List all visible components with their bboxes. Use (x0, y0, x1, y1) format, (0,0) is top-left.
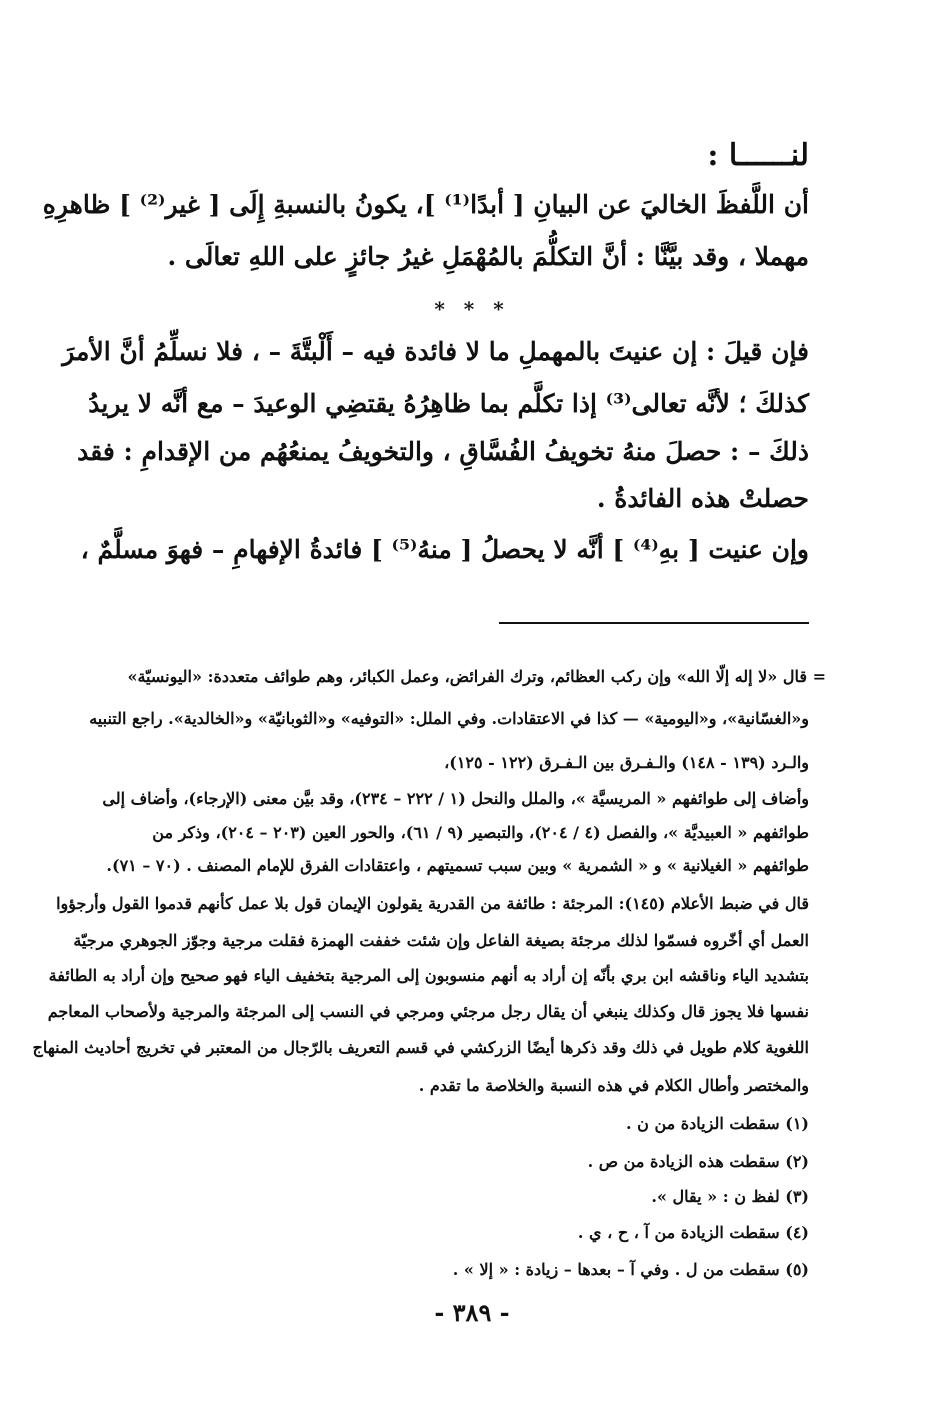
main-text-line: ذلكَ – : حصلَ منهُ تخويفُ الفُسَّاقِ ، والتخويفُ يمنعُهُم من الإقدامِ : فقد (77, 437, 809, 466)
footnote-item: (٤) سقطت الزيادة من آ ، ح ، ي . (577, 1223, 809, 1242)
footnote-line: اللغوية كلام طويل في ذلك وقد ذكرها أيضًا الزركشي في قسم التعريف بالرّجال من المعتبر في تخريج أحاديث المنهاج (32, 1038, 809, 1057)
main-text-line: وإن عنيت [ بهِ⁽⁴⁾ ] أنَّه لا يحصلُ [ منهُ⁽⁵⁾ ] فائدةُ الإفهامِ – فهوَ مسلَّمٌ ، (80, 535, 809, 564)
page-number: - ٣٨٩ - (434, 1298, 510, 1327)
main-text-line: حصلتْ هذه الفائدةُ . (596, 484, 809, 513)
footnote-line: العمل أي أخّروه فسمّوا لذلك مرجئة بصيغة الفاعل وإن شئت خففت الهمزة فقلت مرجية وجوّز الجوهري مرجيّة (73, 931, 809, 950)
footnote-item: (٢) سقطت هذه الزيادة من ص . (587, 1152, 809, 1171)
main-text-line: فإن قيلَ : إن عنيتَ بالمهملِ ما لا فائدة فيه – أَلْبتَّةَ – ، فلا نسلِّمُ أنَّ الأمرَ (62, 337, 809, 366)
footnote-divider (499, 622, 809, 624)
footnote-line: قال في ضبط الأعلام (١٤٥): المرجئة : طائفة من القدرية يقولون الإيمان قول بلا عمل كأنهم قدموا القول وأرجؤوا (56, 894, 809, 913)
footnote-line: وأضاف إلى طوائفهم « المريسيَّة »، والملل والنحل (١ / ٢٢٢ – ٢٣٤)، وقد بيَّن معنى (الإرجاء)، وأضاف إلى (102, 789, 809, 808)
section-separator: * * * (434, 297, 510, 321)
footnote-line: والمختصر وأطال الكلام في هذه النسبة والخلاصة ما تقدم . (418, 1076, 809, 1095)
footnote-line: والـرد (١٣٩ - ١٤٨) والـفـرق بين الـفـرق (١٢٢ - ١٢٥)، (444, 753, 809, 772)
footnote-item: (١) سقطت الزيادة من ن . (626, 1114, 809, 1133)
footnote-item: (٥) سقطت من ل . وفي آ – بعدها – زيادة : « إلا » . (452, 1260, 809, 1279)
footnote-line: طوائفهم « العبيديَّة »، والفصل (٤ / ٢٠٤)، والتبصير (٩ / ٦١)، والحور العين (٢٠٣ – ٢٠٤)، وذكر من (152, 823, 809, 842)
main-text-line: كذلكَ ؛ لأنَّه تعالى⁽³⁾ إذا تكلَّم بما ظاهِرُهُ يقتضِي الوعيدَ – مع أنَّه لا يريدُ (88, 389, 809, 418)
footnote-line: بتشديد الياء وناقشه ابن بري بأنّه إن أراد به أنهم منسوبون إلى المرجية بتخفيف الياء فهو صحيح وإن أراد به الطائفة (48, 966, 809, 985)
footnote-line: نفسها فلا يجوز قال وكذلك ينبغي أن يقال رجل مرجئي ومرجي في النسب إلى المرجئة والمرجية ولأصحاب المعاجم (47, 1002, 809, 1021)
main-text-line: مهملا ، وقد بيَّنَّا : أنَّ التكلُّمَ بالمُهْمَلِ غيرُ جائزٍ على اللهِ تعالَى . (167, 242, 809, 271)
main-text-line: أن اللَّفظَ الخاليَ عن البيانِ [ أبدًا⁽¹⁾ ]، يكونُ بالنسبةِ إِلَى [ غير⁽²⁾ ] ظاهرِهِ (42, 190, 809, 219)
section-heading: لنــــــا : (707, 138, 809, 173)
footnote-item: (٣) لفظ ن : « يقال ». (651, 1187, 809, 1206)
footnote-line: و«الغسّانية»، و«اليومية» — كذا في الاعتقادات. وفي الملل: «التوفيه» و«الثوبانيّة» و«الخالدية». راجع التنبيه (89, 709, 809, 728)
footnote-line: = قال «لا إله إلّا الله» وإن ركب العظائم، وترك الفرائض، وعمل الكبائر، وهم طوائف متعددة: «اليونسيّة» (127, 667, 826, 686)
footnote-line: طوائفهم « الغيلانية » و « الشمرية » وبين سبب تسميتهم ، واعتقادات الفرق للإمام المصنف . (٧٠ – ٧١). (106, 856, 809, 875)
